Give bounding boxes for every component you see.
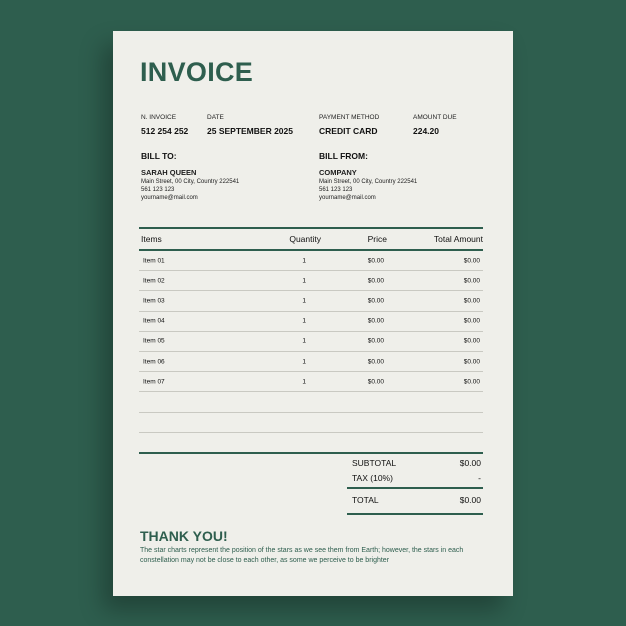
row-quantity: 1	[302, 337, 306, 345]
row-price: $0.00	[367, 358, 384, 366]
meta-value: 512 254 252	[141, 126, 189, 136]
tax-label: TAX (10%)	[352, 473, 393, 483]
invoice-title: INVOICE	[140, 57, 254, 87]
row-item: Item 07	[143, 378, 165, 386]
meta-label: PAYMENT METHOD	[319, 114, 380, 121]
row-price: $0.00	[367, 277, 384, 285]
table-row	[139, 291, 483, 311]
row-total: $0.00	[463, 378, 480, 386]
row-total: $0.00	[463, 358, 480, 366]
row-item: Item 02	[143, 277, 165, 285]
items-table	[139, 227, 483, 433]
bill-to-email: yourname@mail.com	[141, 195, 198, 201]
table-body	[139, 251, 483, 433]
invoice-page	[113, 31, 513, 596]
bill-to	[141, 151, 239, 201]
row-price: $0.00	[367, 378, 384, 386]
header-price: Price	[367, 234, 387, 244]
bill-from-email: yourname@mail.com	[319, 195, 376, 201]
bill-from-heading: BILL FROM:	[319, 151, 368, 161]
row-item: Item 06	[143, 358, 165, 366]
bill-to-phone: 561 123 123	[141, 187, 175, 193]
header-total: Total Amount	[433, 234, 483, 244]
row-item: Item 03	[143, 297, 165, 305]
row-quantity: 1	[302, 257, 306, 265]
row-price: $0.00	[367, 317, 384, 325]
row-quantity: 1	[302, 277, 306, 285]
row-quantity: 1	[302, 358, 306, 366]
row-total: $0.00	[463, 257, 480, 265]
subtotal-label: SUBTOTAL	[352, 458, 397, 468]
bill-from-name: COMPANY	[319, 168, 357, 177]
row-total: $0.00	[463, 337, 480, 345]
row-quantity: 1	[302, 378, 306, 386]
row-item: Item 01	[143, 257, 165, 265]
row-price: $0.00	[367, 337, 384, 345]
total-bottom-rule	[347, 513, 483, 515]
table-header	[139, 229, 483, 251]
tax-value: -	[478, 473, 481, 483]
meta-label: N. INVOICE	[141, 114, 177, 121]
table-row	[139, 372, 483, 392]
row-total: $0.00	[463, 297, 480, 305]
table-bottom-rule	[139, 452, 483, 454]
meta-value: 25 SEPTEMBER 2025	[207, 126, 293, 136]
table-row	[139, 251, 483, 271]
header-quantity: Quantity	[289, 234, 321, 244]
subtotal-value: $0.00	[459, 458, 481, 468]
bill-to-name: SARAH QUEEN	[141, 168, 197, 177]
row-item: Item 04	[143, 317, 165, 325]
row-total: $0.00	[463, 317, 480, 325]
footer-note: The star charts represent the position of the stars as we see them from Earth; however, the stars in each constellation may not be close to each other, as some we perceive to be brighter	[140, 547, 464, 564]
meta-invoice-number	[141, 114, 188, 136]
table-row	[139, 392, 483, 412]
bill-from-address: Main Street, 00 City, Country 222541	[319, 179, 418, 185]
meta-value: 224.20	[413, 126, 439, 136]
row-item: Item 05	[143, 337, 165, 345]
total-value: $0.00	[459, 495, 481, 505]
row-price: $0.00	[367, 257, 384, 265]
table-row	[139, 352, 483, 372]
row-quantity: 1	[302, 317, 306, 325]
meta-amount-due	[413, 114, 457, 136]
meta-value: CREDIT CARD	[319, 126, 378, 136]
header-items: Items	[141, 234, 162, 244]
table-row	[139, 413, 483, 433]
bill-to-address: Main Street, 00 City, Country 222541	[141, 179, 240, 185]
row-price: $0.00	[367, 297, 384, 305]
meta-payment-method	[319, 114, 379, 136]
meta-date	[207, 114, 293, 136]
row-total: $0.00	[463, 277, 480, 285]
total-label: TOTAL	[352, 495, 379, 505]
row-quantity: 1	[302, 297, 306, 305]
table-row	[139, 271, 483, 291]
table-row	[139, 312, 483, 332]
meta-label: AMOUNT DUE	[413, 114, 457, 121]
total-top-rule	[347, 487, 483, 489]
thank-you-heading: THANK YOU!	[140, 528, 228, 544]
bill-from-phone: 561 123 123	[319, 187, 353, 193]
bill-from	[319, 151, 417, 201]
bill-to-heading: BILL TO:	[141, 151, 177, 161]
meta-label: DATE	[207, 114, 224, 121]
table-row	[139, 332, 483, 352]
